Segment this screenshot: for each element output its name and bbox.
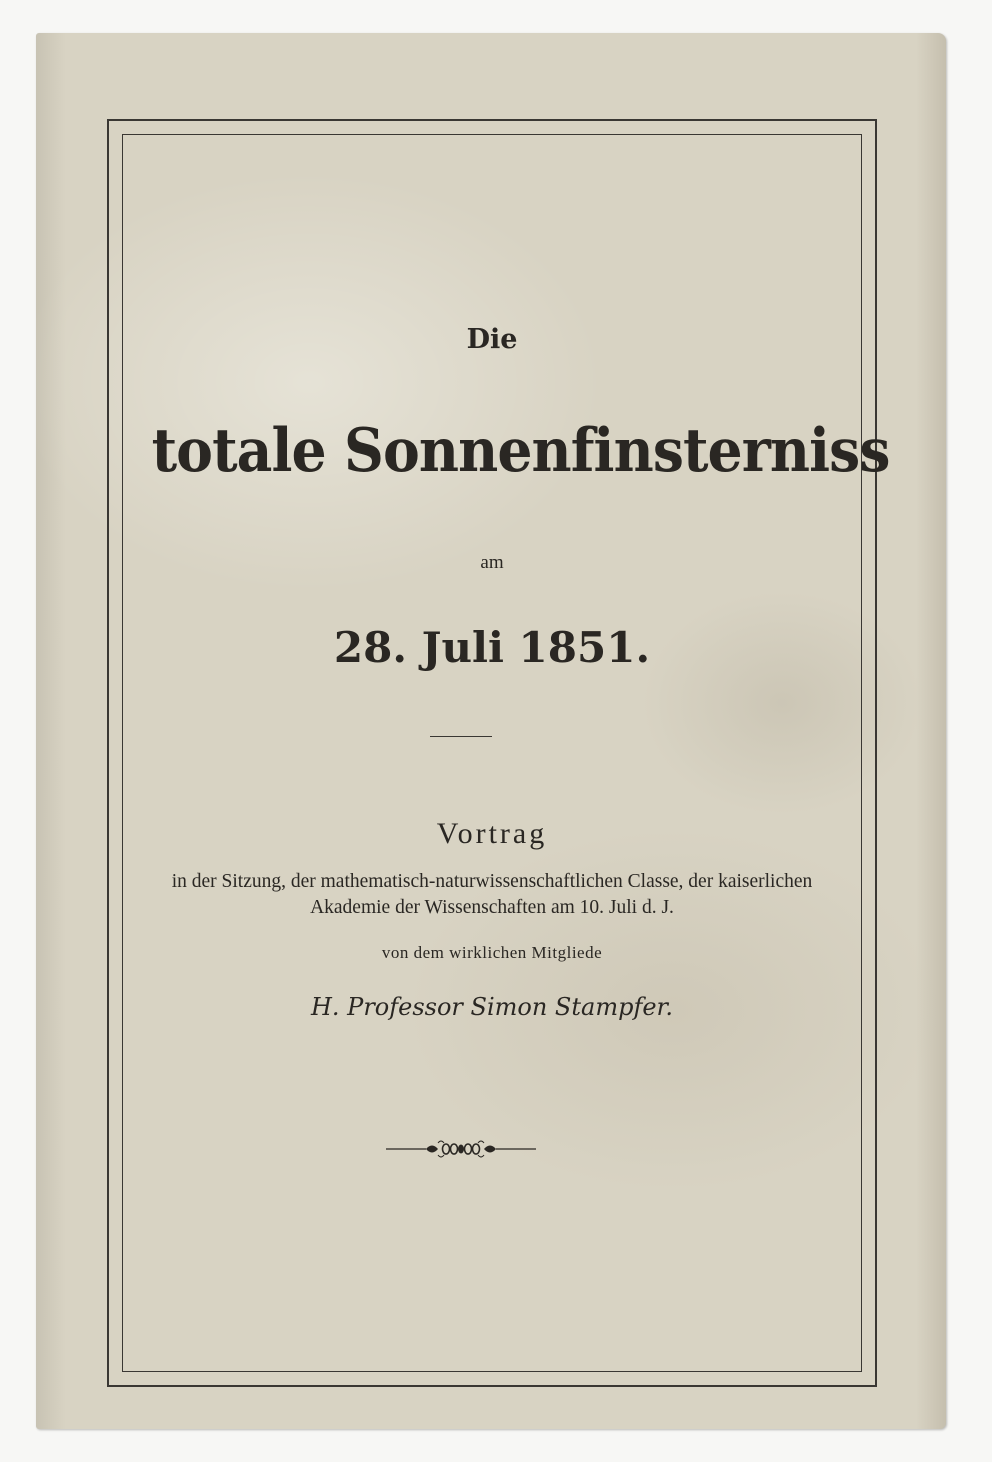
divider-rule <box>430 736 492 737</box>
eclipse-date: 28. Juli 1851. <box>333 623 651 672</box>
lecture-heading: Vortrag <box>436 817 548 850</box>
main-title: totale Sonnenfinsterniss <box>151 416 890 486</box>
title-article: Die <box>466 324 518 355</box>
lecture-description-line2: Akademie der Wissenschaften am 10. Juli d. J. <box>310 897 674 918</box>
member-line: von dem wirklichen Mitgliede <box>381 943 603 962</box>
booklet-cover <box>36 33 946 1429</box>
title-preposition: am <box>480 552 504 573</box>
author-name: H. Professor Simon Stampfer. <box>310 993 673 1021</box>
ornament-icon <box>386 1137 536 1161</box>
inner-border <box>122 134 890 1372</box>
lecture-description-line1: in der Sitzung, der mathematisch-naturwissenschaftlichen Classe, der kaiserlichen <box>171 871 813 892</box>
